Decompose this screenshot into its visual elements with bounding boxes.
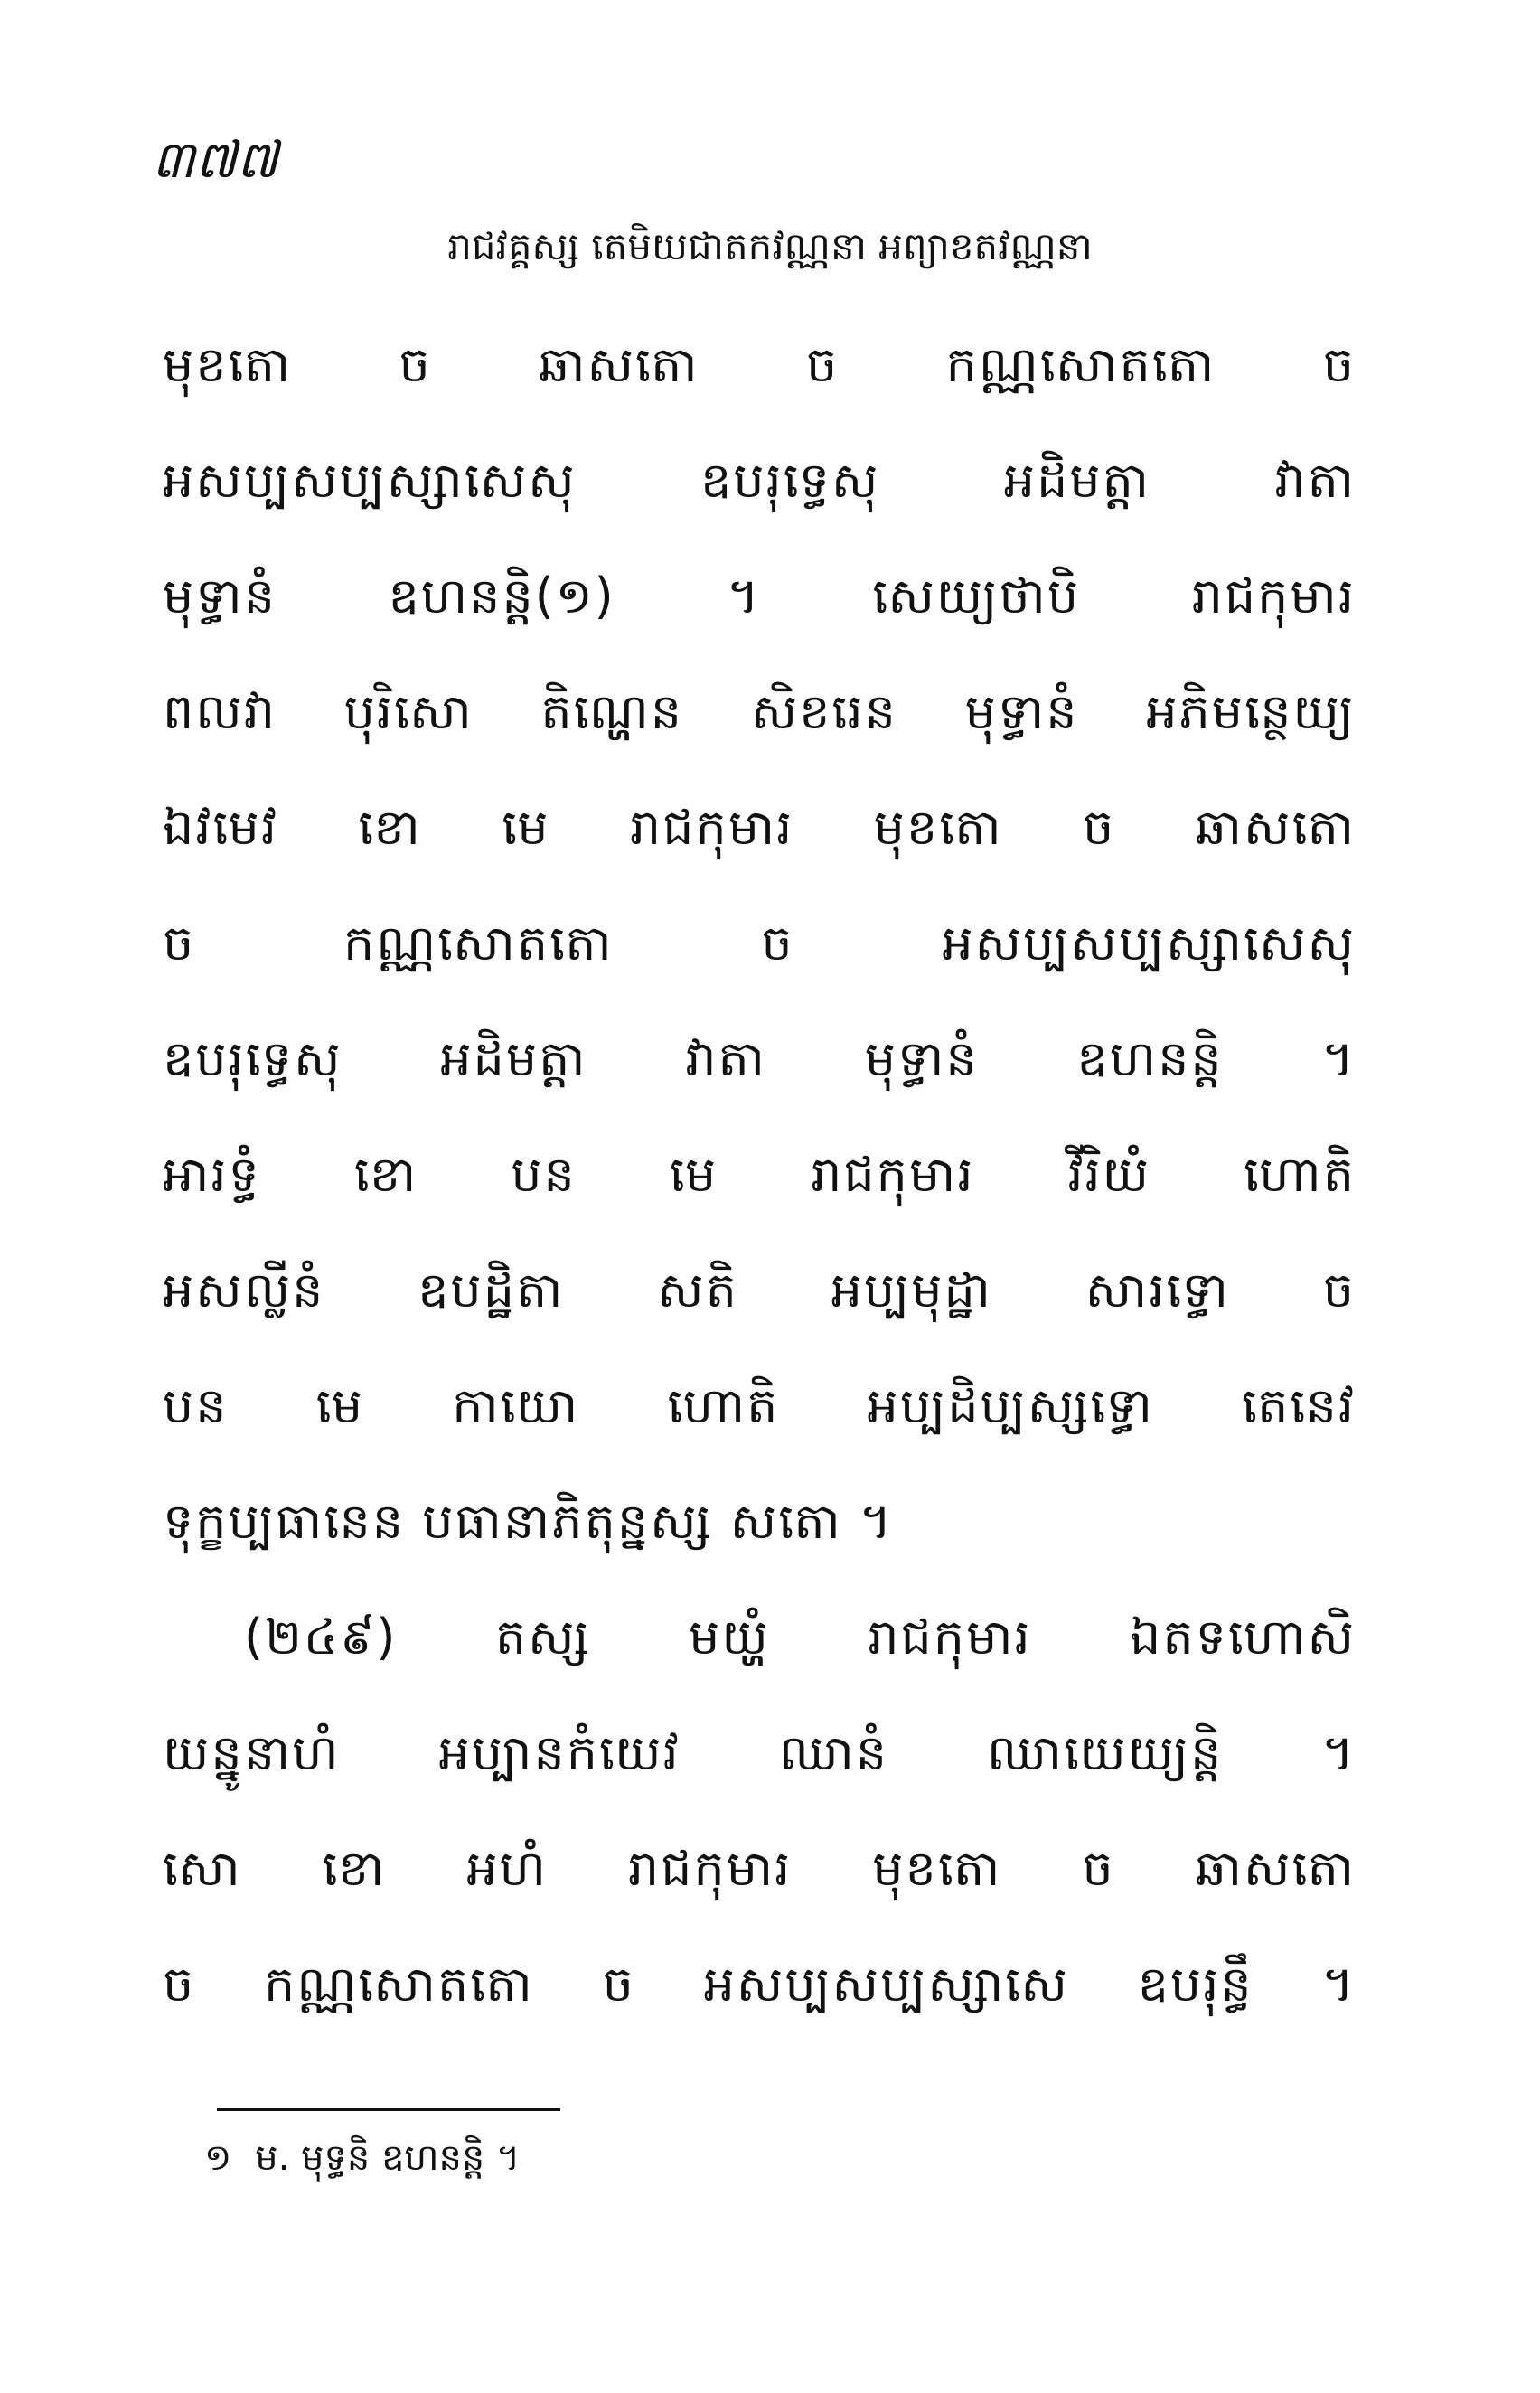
footnote-marker: ១	[204, 2137, 232, 2179]
text-line: ទុក្ខប្បធានេន បធានាភិតុន្នស្ស សតោ ។	[163, 1493, 894, 1550]
footnote-text: ម. មុទ្ធនិ ឧហនន្តិ ។	[255, 2137, 521, 2179]
text-line: យន្នូនាហំ អប្បានកំយេវ ឈានំ ឈាយេយ្យន្តិ ។	[163, 1724, 1356, 1781]
text-line: ពលវា បុរិសោ តិណ្ហេន សិខរេន មុទ្ធានំ អភិមន្ថេយ្យ	[163, 683, 1356, 740]
text-line: មុខតោ ច ឆាសតោ ច កណ្ណសោតតោ ច	[163, 336, 1356, 393]
text-line: អសល្លីនំ ឧបដ្ឋិតា សតិ អប្បមុដ្ឋា សារទ្ធោ ច	[163, 1262, 1356, 1318]
paragraph-start-line: (២៤៩) តស្ស មយ្ហំ រាជកុមារ ឯតទហោសិ	[244, 1609, 1356, 1666]
text-line: ឧបរុទ្ធេសុ អដិមត្តា វាតា មុទ្ធានំ ឧហនន្តិ ។	[163, 1030, 1356, 1087]
running-header: រាជវគ្គស្ស តេមិយជាតកវណ្ណនា អព្យាខតវណ្ណនា	[447, 224, 1093, 268]
text-line: ច កណ្ណសោតតោ ច អសប្បសប្បស្សាសេ ឧបរុន្ធឹ ។	[163, 1956, 1356, 2013]
text-line: អារទ្ធំ ខោ បន មេ រាជកុមារ វីរិយំ ហោតិ	[163, 1146, 1356, 1203]
text-line: ឯវមេវ ខោ មេ រាជកុមារ មុខតោ ច ឆាសតោ	[163, 799, 1356, 856]
text-line: អសប្បសប្បស្សាសេសុ ឧបរុទ្ធេសុ អដិមត្តា វាតា	[163, 452, 1356, 509]
footnote-divider	[217, 2108, 560, 2111]
text-line: ច កណ្ណសោតតោ ច អសប្បសប្បស្សាសេសុ	[163, 915, 1356, 971]
text-line: មុទ្ធានំ ឧហនន្តិ(១) ។ សេយ្យថាបិ រាជកុមារ	[163, 568, 1356, 624]
text-line: សោ ខោ អហំ រាជកុមារ មុខតោ ច ឆាសតោ	[163, 1840, 1356, 1897]
text-line: បន មេ កាយោ ហោតិ អប្បដិប្បស្សទ្ធោ តេនេវ	[163, 1377, 1356, 1434]
footnote	[204, 2135, 520, 2182]
page-number: ៣៧៧	[152, 131, 278, 190]
body-text	[163, 307, 1356, 2042]
